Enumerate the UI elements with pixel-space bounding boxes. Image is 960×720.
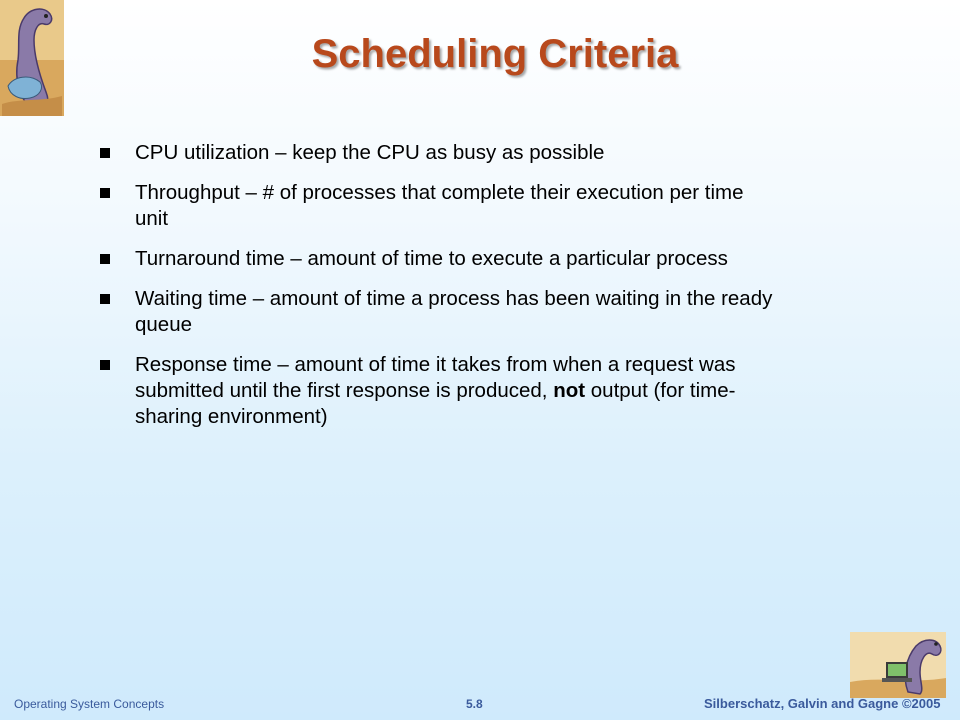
bullet-throughput — [100, 180, 780, 232]
footer-copyright: Silberschatz, Galvin and Gagne ©2005 — [704, 696, 941, 711]
footer-page-number: 5.8 — [466, 697, 483, 711]
bullet-bold-word: not — [553, 379, 586, 402]
bullet-text-part2: output (for time-sharing environment) — [135, 379, 736, 428]
bullet-list — [100, 140, 780, 444]
bullet-text: Waiting time – amount of time a process has been waiting in the ready queue — [135, 287, 773, 336]
square-bullet-icon — [100, 254, 110, 264]
square-bullet-icon — [100, 188, 110, 198]
bullet-cpu-utilization — [100, 140, 780, 166]
bullet-text-part1: Response time – amount of time it takes from when a request was submitted until the first response is produced, — [135, 353, 736, 402]
square-bullet-icon — [100, 148, 110, 158]
square-bullet-icon — [100, 294, 110, 304]
bullet-response-time — [100, 352, 780, 430]
bullet-waiting-time — [100, 286, 780, 338]
bullet-text: Throughput – # of processes that complete their execution per time unit — [135, 181, 744, 230]
bullet-text: Turnaround time – amount of time to execute a particular process — [135, 247, 728, 270]
footer-book-title: Operating System Concepts — [14, 697, 165, 711]
bullet-turnaround-time — [100, 246, 780, 272]
bullet-text: CPU utilization – keep the CPU as busy as possible — [135, 141, 605, 164]
slide-title: Scheduling Criteria — [311, 32, 679, 76]
dinosaur-laptop-logo-icon — [850, 632, 946, 698]
square-bullet-icon — [100, 360, 110, 370]
